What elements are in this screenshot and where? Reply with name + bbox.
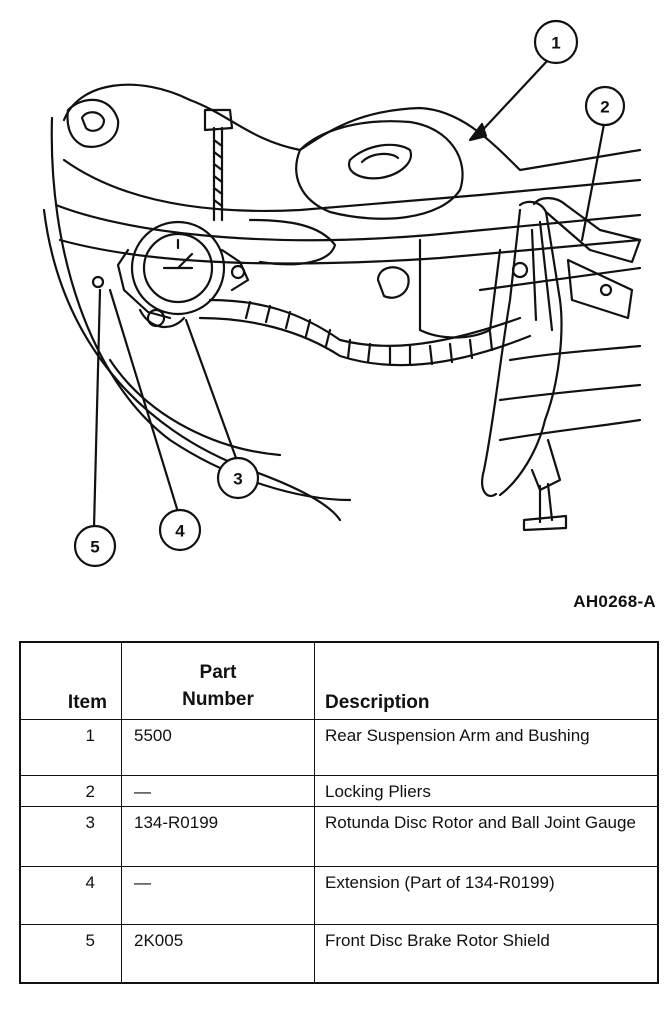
header-part-line2: Number xyxy=(182,689,254,710)
row-item: 1 xyxy=(20,720,122,776)
row-part-number: — xyxy=(122,776,315,807)
header-part-number xyxy=(122,642,315,720)
callout-1-label: 1 xyxy=(551,33,561,53)
parts-table xyxy=(19,641,659,984)
row-part-number: 5500 xyxy=(122,720,315,776)
header-description: Description xyxy=(315,642,659,720)
callout-4-leader xyxy=(110,290,178,512)
row-part-number: — xyxy=(122,867,315,925)
table-header-row xyxy=(20,642,658,720)
callout-3-leader xyxy=(186,320,236,458)
row-description: Rear Suspension Arm and Bushing xyxy=(315,720,659,776)
table-row xyxy=(20,720,658,776)
rotor-edge-outline xyxy=(44,210,340,520)
nut-outline xyxy=(378,267,409,297)
callout-1-leader xyxy=(478,60,548,135)
row-description: Rotunda Disc Rotor and Ball Joint Gauge xyxy=(315,807,659,867)
callout-5-leader xyxy=(94,290,100,528)
callout-5-label: 5 xyxy=(90,537,100,557)
figure-id: AH0268-A xyxy=(573,592,656,611)
header-item: Item xyxy=(20,642,122,720)
callout-4-label: 4 xyxy=(175,521,185,541)
row-part-number: 134-R0199 xyxy=(122,807,315,867)
row-part-number: 2K005 xyxy=(122,925,315,983)
table-row xyxy=(20,807,658,867)
table-row xyxy=(20,867,658,925)
row-item: 5 xyxy=(20,925,122,983)
table-row xyxy=(20,776,658,807)
row-item: 4 xyxy=(20,867,122,925)
table-row xyxy=(20,925,658,983)
callout-2-label: 2 xyxy=(600,97,610,117)
header-part-line1: Part xyxy=(199,662,237,683)
row-description: Locking Pliers xyxy=(315,776,659,807)
callout-2-leader xyxy=(582,124,604,240)
row-description: Front Disc Brake Rotor Shield xyxy=(315,925,659,983)
row-description: Extension (Part of 134-R0199) xyxy=(315,867,659,925)
callout-3-label: 3 xyxy=(233,469,243,489)
row-item: 3 xyxy=(20,807,122,867)
row-item: 2 xyxy=(20,776,122,807)
